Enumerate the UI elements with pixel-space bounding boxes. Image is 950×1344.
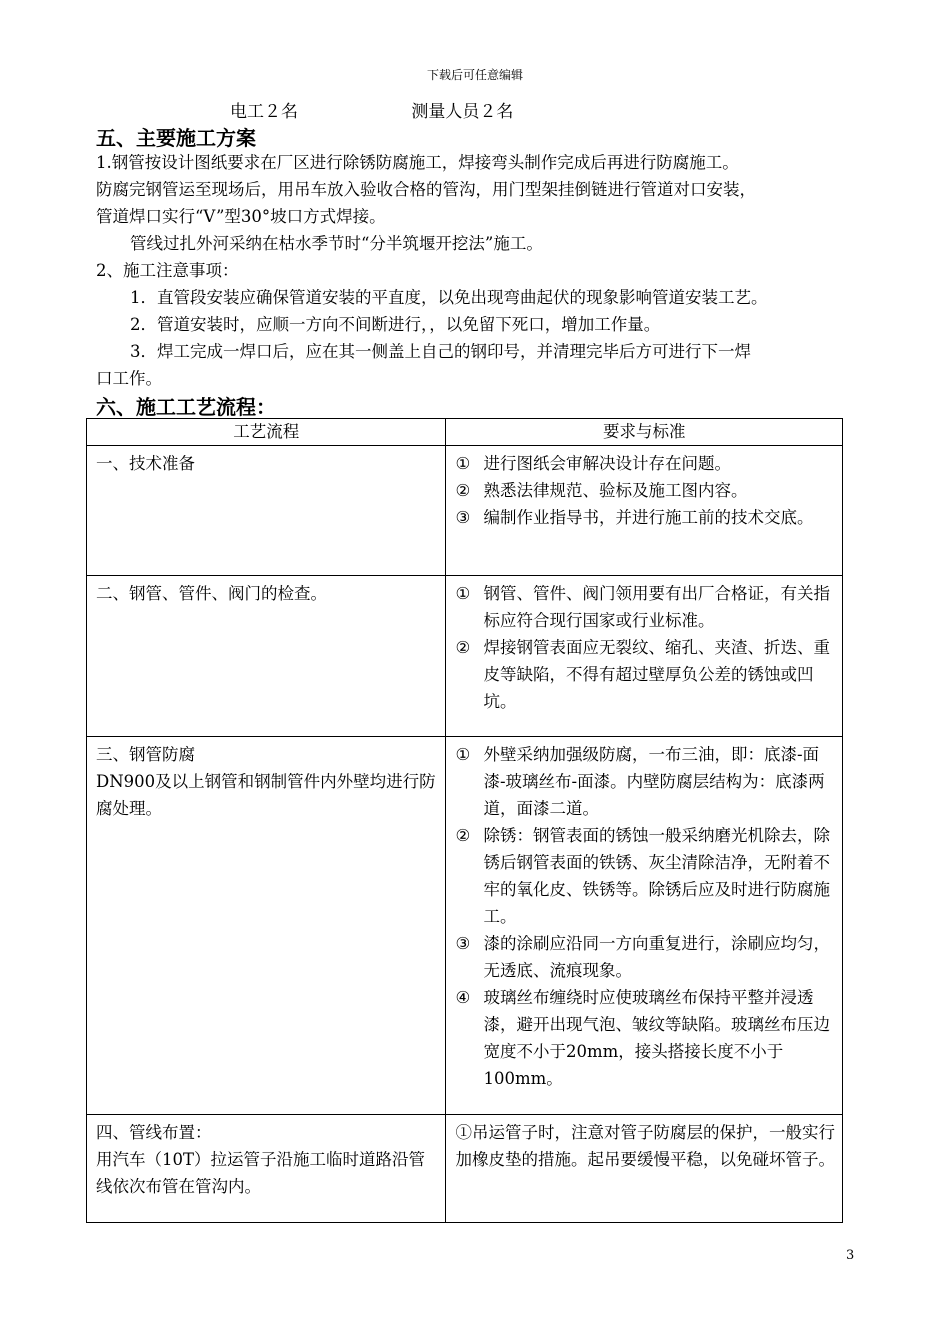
paragraph-line: 防腐完钢管运至现场后，用吊车放入验收合格的管沟，用门型架挂倒链进行管道对口安装， [96,180,756,199]
paragraph-line: 1.钢管按设计图纸要求在厂区进行除锈防腐施工，焊接弯头制作完成后再进行防腐施工。 [96,153,739,172]
list-item: ① 外壁采纳加强级防腐，一布三油，即：底漆-面漆-玻璃丝布-面漆。内壁防腐层结构为：底漆两道，面漆二道。 [455,745,825,818]
paragraph-line: 3．焊工完成一焊口后，应在其一侧盖上自己的钢印号，并清理完毕后方可进行下一焊 [130,342,751,361]
process-cell [87,446,446,576]
process-cell [87,576,446,737]
table-row [87,737,843,1115]
process-table [86,418,843,1223]
table-header-row [87,419,843,446]
requirement-cell [446,1115,843,1223]
process-detail: DN900及以上钢管和钢制管件内外壁均进行防腐处理。 [96,772,436,818]
table-row [87,1115,843,1223]
paragraph-line: 口工作。 [96,369,162,388]
process-cell [87,1115,446,1223]
table-row [87,576,843,737]
requirement-cell [446,737,843,1115]
table-row [87,446,843,576]
paragraph-line: 2、施工注意事项： [96,261,239,280]
process-title: 四、管线布置： [96,1123,212,1142]
section6-title: 六、施工工艺流程： [96,395,276,419]
page-number: 3 [846,1248,855,1263]
process-cell [87,737,446,1115]
column-header-process: 工艺流程 [87,419,446,446]
paragraph-line: 2．管道安装时，应顺一方向不间断进行，，以免留下死口，增加工作量。 [130,315,661,334]
paragraph-line: 管道焊口实行“V”型30°坡口方式焊接。 [96,207,386,226]
staff-line [230,97,513,122]
list-item: ① 进行图纸会审解决设计存在问题。 [455,454,731,473]
list-item: ③ 编制作业指导书，并进行施工前的技术交底。 [455,508,814,527]
surveyor-count: 测量人员２名 [411,102,514,122]
paragraph-line: 管线过扎外河采纳在枯水季节时“分半筑堰开挖法”施工。 [130,234,543,253]
list-item: ③ 漆的涂刷应沿同一方向重复进行，涂刷应均匀，无透底、流痕现象。 [455,934,830,980]
list-item: ② 焊接钢管表面应无裂纹、缩孔、夹渣、折迭、重皮等缺陷，不得有超过壁厚负公差的锈蚀或凹坑。 [455,638,830,711]
process-detail: 用汽车（10T）拉运管子沿施工临时道路沿管线依次布管在管沟内。 [96,1150,426,1196]
process-title: 一、技术准备 [96,454,195,473]
paragraph-line: 1．直管段安装应确保管道安装的平直度，以免出现弯曲起伏的现象影响管道安装工艺。 [130,288,768,307]
process-title: 二、钢管、管件、阀门的检查。 [96,584,327,603]
column-header-requirements: 要求与标准 [446,419,843,446]
list-item: ①吊运管子时，注意对管子防腐层的保护，一般实行加橡皮垫的措施。起吊要缓慢平稳，以免碰坏管子。 [455,1123,835,1169]
section5-body [96,149,864,392]
section5-title: 五、主要施工方案 [96,126,256,150]
page-header: 下载后可任意编辑 [426,68,523,82]
process-title: 三、钢管防腐 [96,745,195,764]
list-item: ④ 玻璃丝布缠绕时应使玻璃丝布保持平整并浸透漆，避开出现气泡、皱纹等缺陷。玻璃丝布压边宽度不小于20mm，接头搭接长度不小于100mm。 [455,988,830,1088]
list-item: ② 除锈：钢管表面的锈蚀一般采纳磨光机除去，除锈后钢管表面的铁锈、灰尘清除洁净，无附着不牢的氧化皮、铁锈等。除锈后应及时进行防腐施工。 [455,826,830,926]
requirement-cell [446,576,843,737]
list-item: ② 熟悉法律规范、验标及施工图内容。 [455,481,748,500]
list-item: ① 钢管、管件、阀门领用要有出厂合格证，有关指标应符合现行国家或行业标准。 [455,584,830,630]
electrician-count: 电工２名 [230,102,298,122]
requirement-cell [446,446,843,576]
